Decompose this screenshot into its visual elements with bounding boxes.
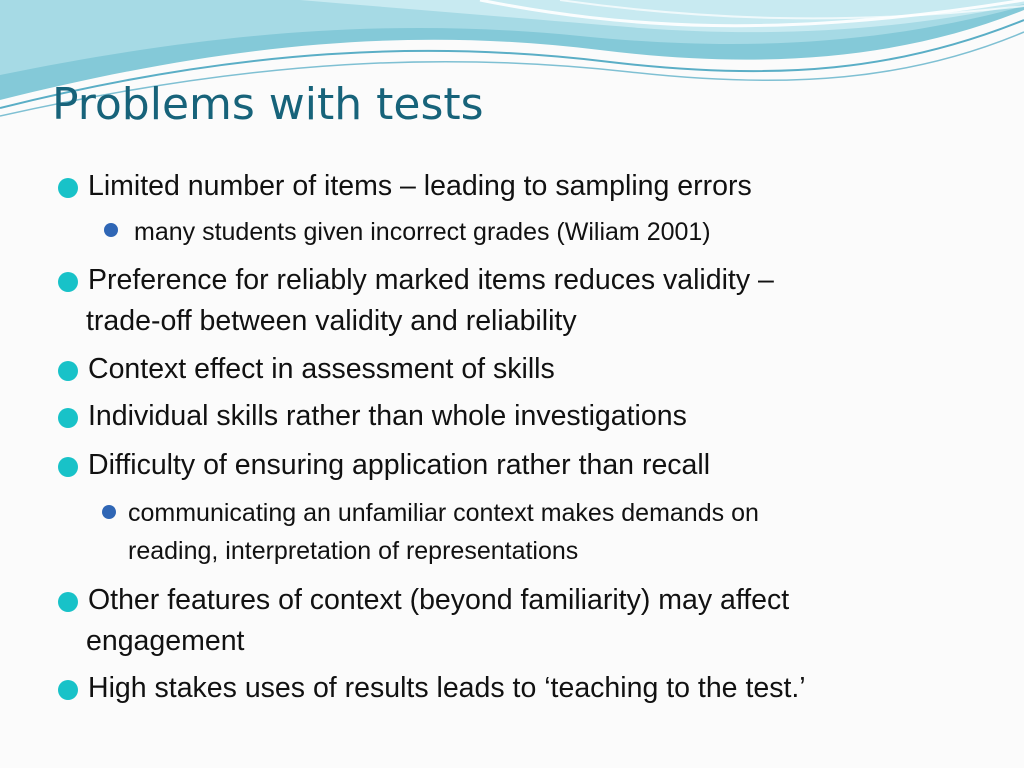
bullet-text: Difficulty of ensuring application rather than recall [88,449,711,481]
sub-bullet-text: communicating an unfamiliar context makes demands on [128,499,759,527]
sub-bullet-text: many students given incorrect grades (Wiliam 2001) [134,218,711,246]
bullet-item [88,580,789,662]
bullet-item [88,260,774,342]
sub-bullet-dot-icon [104,223,118,237]
bullet-dot-icon [58,408,78,428]
sub-bullet-text-continued: reading, interpretation of representations [128,537,579,565]
bullet-text: Individual skills rather than whole investigations [88,400,687,432]
sub-bullet-item [128,494,759,570]
slide-title: Problems with tests [52,79,484,130]
bullet-item [88,445,710,486]
bullet-text-continued: trade-off between validity and reliability [86,305,577,337]
bullet-item [88,349,555,390]
bullet-item [88,166,752,207]
bullet-dot-icon [58,272,78,292]
bullet-dot-icon [58,457,78,477]
bullet-dot-icon [58,592,78,612]
bullet-item [88,396,687,437]
bullet-text: Preference for reliably marked items reduces validity – [88,264,774,296]
sub-bullet-item [134,213,711,251]
bullet-text: High stakes uses of results leads to ‘teaching to the test.’ [88,672,806,704]
bullet-item [88,668,806,709]
bullet-dot-icon [58,680,78,700]
bullet-text: Other features of context (beyond familiarity) may affect [88,584,790,616]
bullet-dot-icon [58,361,78,381]
bullet-text: Limited number of items – leading to sampling errors [88,170,752,202]
sub-bullet-dot-icon [102,505,116,519]
bullet-text: Context effect in assessment of skills [88,353,555,385]
bullet-text-continued: engagement [86,625,245,657]
bullet-dot-icon [58,178,78,198]
